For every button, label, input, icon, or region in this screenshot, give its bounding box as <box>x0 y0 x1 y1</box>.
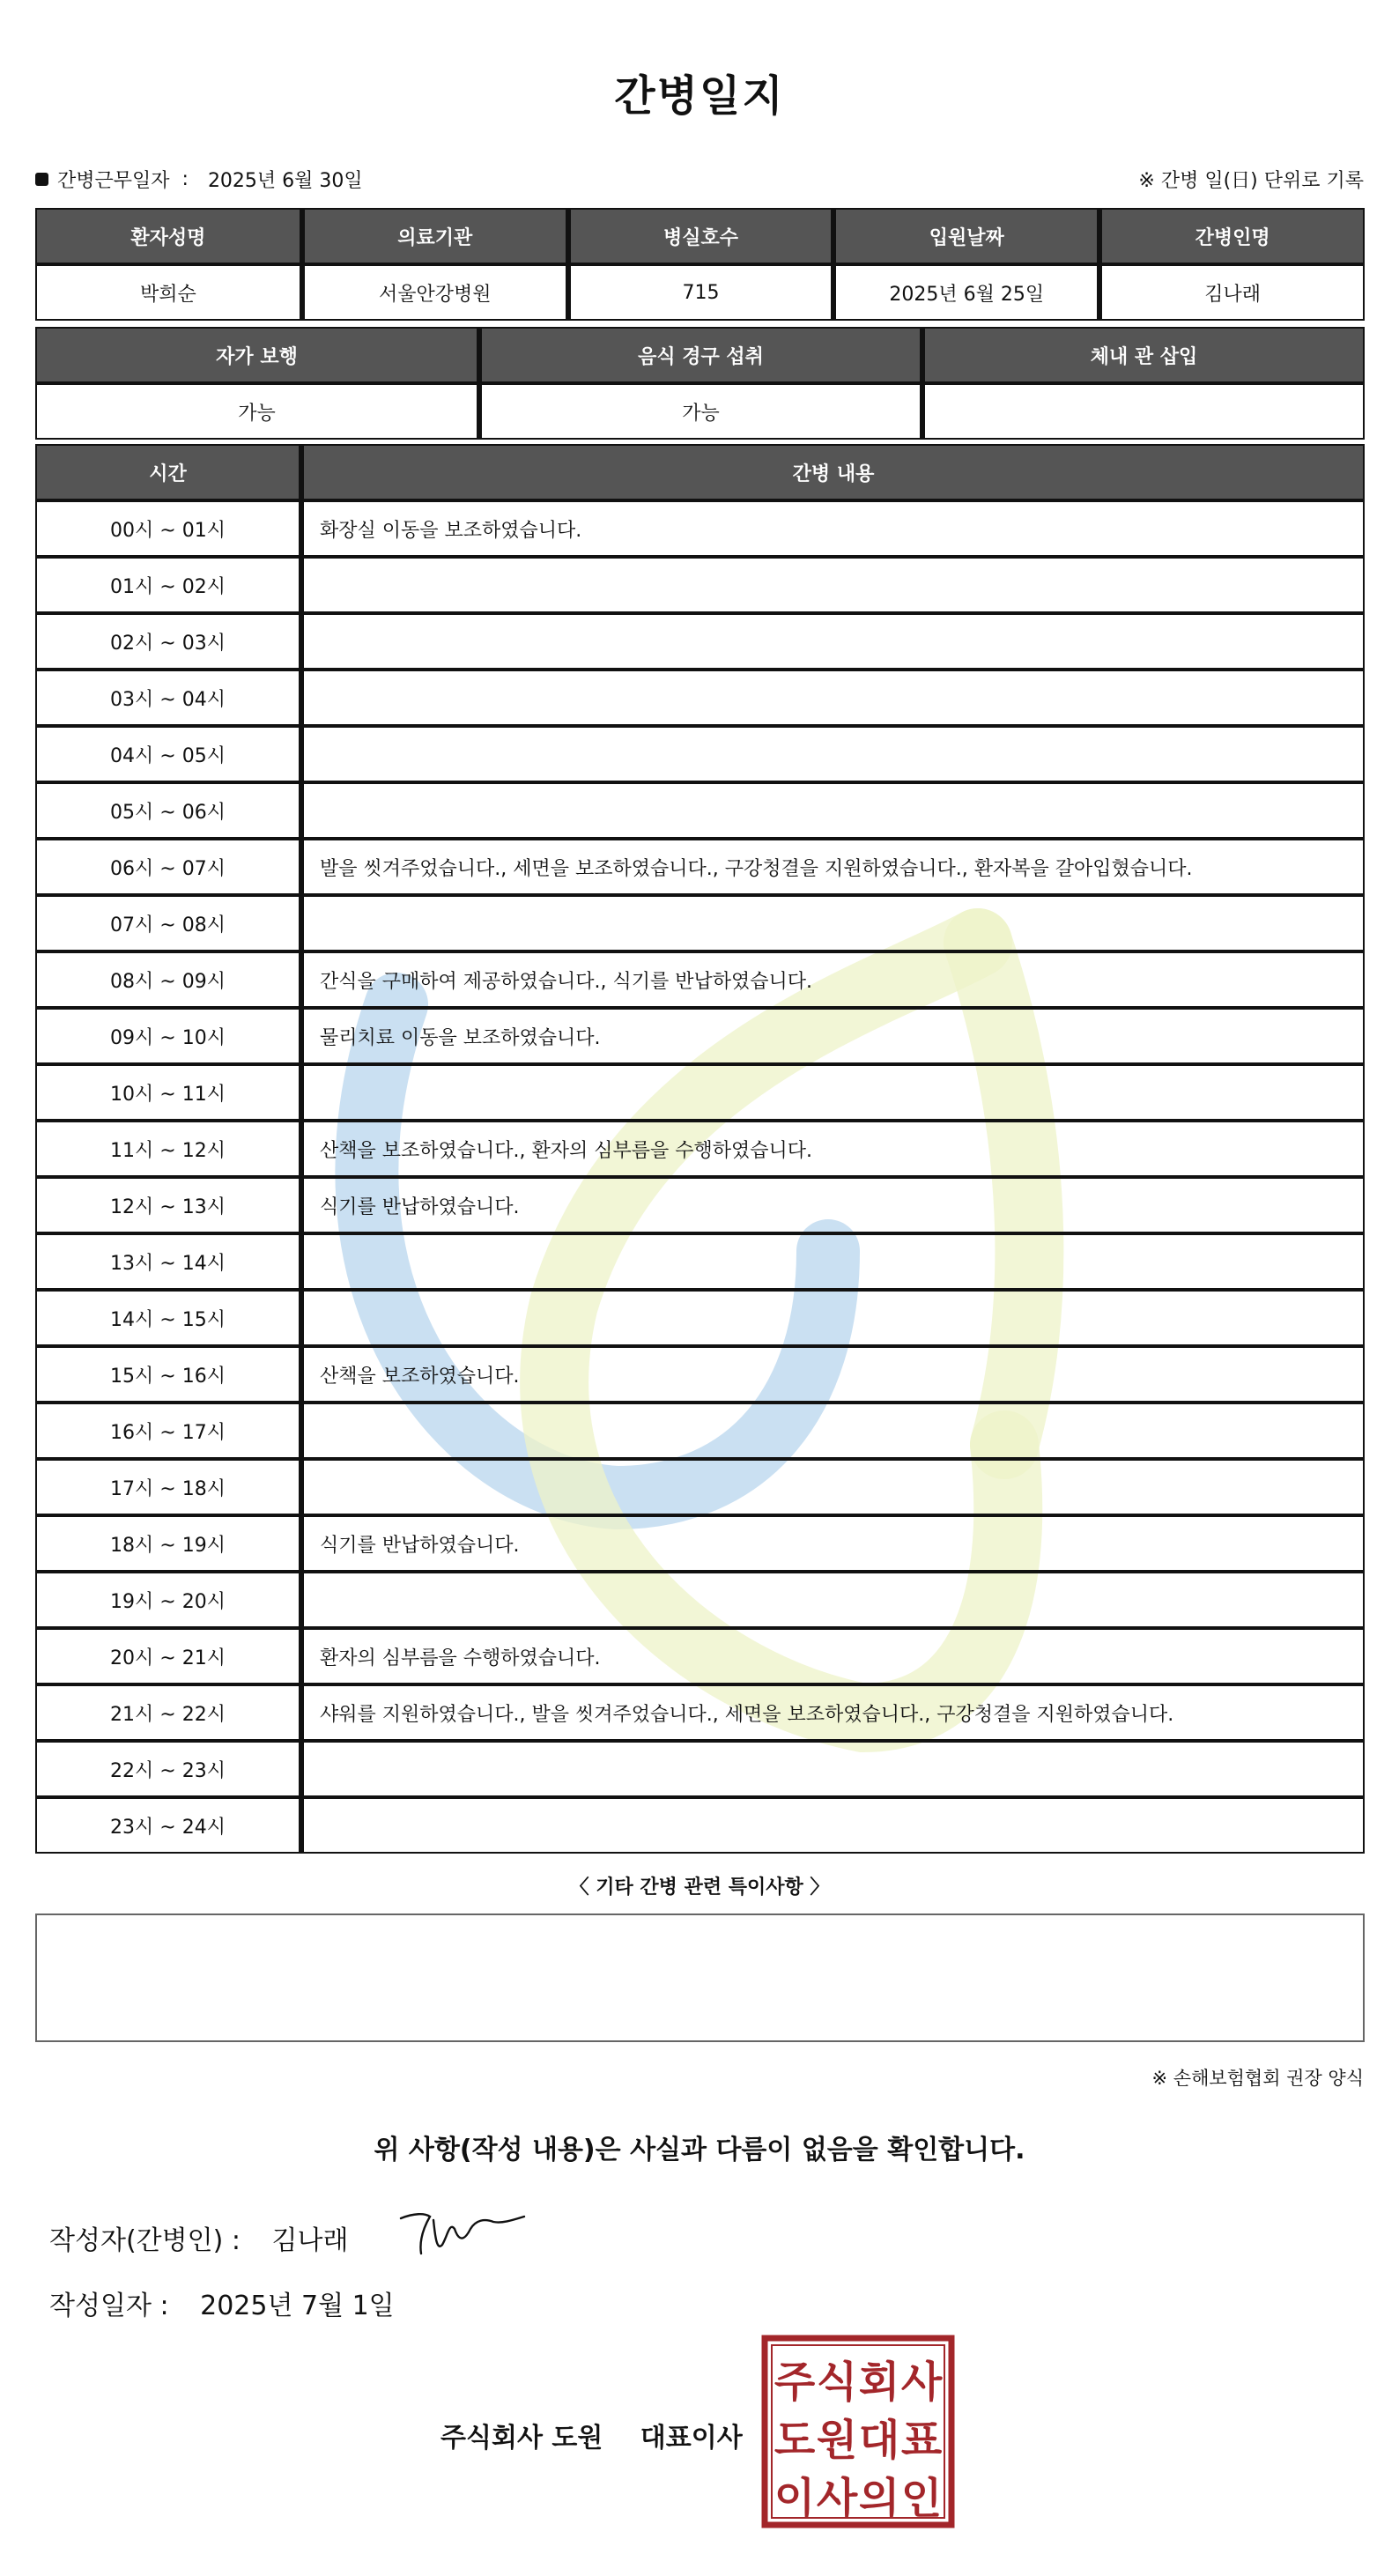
time-slot: 17시 ~ 18시 <box>35 1459 300 1515</box>
recommend-note: ※ 손해보험협회 권장 양식 <box>1151 2068 1364 2089</box>
oral-intake: 가능 <box>478 383 922 440</box>
care-content <box>300 1459 1365 1515</box>
special-notes-box <box>35 1913 1365 2042</box>
time-slot: 00시 ~ 01시 <box>35 500 300 557</box>
seal-character: 주 <box>774 2358 816 2407</box>
writer-name: 김나래 <box>271 2225 349 2256</box>
time-slot: 06시 ~ 07시 <box>35 839 300 895</box>
special-notes-title: 〈 기타 간병 관련 특이사항 〉 <box>569 1876 830 1899</box>
time-slot: 14시 ~ 15시 <box>35 1290 300 1346</box>
time-slot: 03시 ~ 04시 <box>35 670 300 726</box>
seal-character: 식 <box>816 2358 858 2407</box>
time-slot: 15시 ~ 16시 <box>35 1346 300 1403</box>
table-row <box>35 557 1365 613</box>
table-row <box>35 1515 1365 1572</box>
care-content: 물리치료 이동을 보조하였습니다. <box>300 1008 1365 1064</box>
company-name: 주식회사 도원 <box>440 2423 603 2454</box>
table-row <box>35 1572 1365 1628</box>
write-date-line <box>49 2284 395 2322</box>
confirm-statement: 위 사항(작성 내용)은 사실과 다름이 없음을 확인합니다. <box>374 2135 1025 2165</box>
header-time: 시간 <box>35 444 300 500</box>
admission-date: 2025년 6월 25일 <box>833 264 1099 321</box>
unit-note: ※ 간병 일(日) 단위로 기록 <box>1138 170 1364 192</box>
table-row <box>35 1233 1365 1290</box>
time-slot: 18시 ~ 19시 <box>35 1515 300 1572</box>
care-content <box>300 613 1365 670</box>
care-content: 식기를 반납하였습니다. <box>300 1515 1365 1572</box>
care-content <box>300 726 1365 782</box>
care-content <box>300 670 1365 726</box>
care-content <box>300 1572 1365 1628</box>
seal-character: 대 <box>858 2416 900 2465</box>
table-row <box>35 1121 1365 1177</box>
table-row <box>35 1346 1365 1403</box>
table-row <box>35 1797 1365 1854</box>
time-slot: 16시 ~ 17시 <box>35 1403 300 1459</box>
care-content <box>300 557 1365 613</box>
care-content <box>300 1403 1365 1459</box>
seal-character: 사 <box>900 2358 943 2407</box>
header-caregiver-name: 간병인명 <box>1099 208 1365 264</box>
write-date-value: 2025년 7월 1일 <box>200 2291 395 2321</box>
table-row <box>35 1628 1365 1684</box>
seal-character: 이 <box>774 2474 816 2523</box>
header-self-walking: 자가 보행 <box>35 327 478 383</box>
time-slot: 08시 ~ 09시 <box>35 951 300 1008</box>
caregiver-name: 김나래 <box>1099 264 1365 321</box>
time-slot: 22시 ~ 23시 <box>35 1741 300 1797</box>
table-row <box>35 1064 1365 1121</box>
seal-character: 표 <box>900 2416 943 2465</box>
self-walking: 가능 <box>35 383 478 440</box>
table-row <box>35 1459 1365 1515</box>
care-content <box>300 895 1365 951</box>
patient-status-table <box>35 327 1365 440</box>
time-slot: 10시 ~ 11시 <box>35 1064 300 1121</box>
work-date-separator: : <box>181 168 189 190</box>
table-row <box>35 1403 1365 1459</box>
room-number: 715 <box>567 264 833 321</box>
table-row <box>35 1008 1365 1064</box>
time-slot: 04시 ~ 05시 <box>35 726 300 782</box>
care-content <box>300 1290 1365 1346</box>
seal-character: 의 <box>858 2474 900 2523</box>
table-row <box>35 500 1365 557</box>
care-content: 환자의 심부름을 수행하였습니다. <box>300 1628 1365 1684</box>
page-title: 간병일지 <box>614 71 785 121</box>
table-row <box>35 895 1365 951</box>
table-row <box>35 782 1365 839</box>
time-slot: 07시 ~ 08시 <box>35 895 300 951</box>
writer-line <box>49 2218 348 2257</box>
care-content: 샤워를 지원하였습니다., 발을 씻겨주었습니다., 세면을 보조하였습니다., 구강청결을 지원하였습니다. <box>300 1684 1365 1741</box>
header-patient-name: 환자성명 <box>35 208 301 264</box>
seal-character: 도 <box>774 2416 816 2465</box>
table-row <box>35 1741 1365 1797</box>
work-date-value: 2025년 6월 30일 <box>207 170 363 192</box>
seal-character: 사 <box>816 2474 858 2523</box>
table-row <box>35 951 1365 1008</box>
write-date-label: 작성일자 : <box>49 2291 169 2321</box>
seal-character: 회 <box>858 2358 900 2407</box>
header-care-content: 간병 내용 <box>300 444 1365 500</box>
time-slot: 19시 ~ 20시 <box>35 1572 300 1628</box>
header-hospital: 의료기관 <box>301 208 567 264</box>
patient-name: 박희순 <box>35 264 301 321</box>
table-row <box>35 726 1365 782</box>
time-slot: 05시 ~ 06시 <box>35 782 300 839</box>
signature-image <box>396 2202 529 2264</box>
time-slot: 11시 ~ 12시 <box>35 1121 300 1177</box>
tube-insertion <box>922 383 1365 440</box>
seal-character: 인 <box>900 2474 943 2523</box>
care-content: 식기를 반납하였습니다. <box>300 1177 1365 1233</box>
care-content <box>300 782 1365 839</box>
care-content: 간식을 구매하여 제공하였습니다., 식기를 반납하였습니다. <box>300 951 1365 1008</box>
table-row <box>35 1177 1365 1233</box>
care-content: 산책을 보조하였습니다. <box>300 1346 1365 1403</box>
writer-label: 작성자(간병인) : <box>49 2225 241 2256</box>
care-log-table <box>35 444 1365 1854</box>
care-content: 산책을 보조하였습니다., 환자의 심부름을 수행하였습니다. <box>300 1121 1365 1177</box>
time-slot: 23시 ~ 24시 <box>35 1797 300 1854</box>
table-row <box>35 1290 1365 1346</box>
table-row <box>35 1684 1365 1741</box>
care-content <box>300 1797 1365 1854</box>
work-date-label: 간병근무일자 <box>57 170 170 192</box>
header-room-number: 병실호수 <box>567 208 833 264</box>
time-slot: 01시 ~ 02시 <box>35 557 300 613</box>
care-content <box>300 1233 1365 1290</box>
time-slot: 09시 ~ 10시 <box>35 1008 300 1064</box>
header-tube-insertion: 체내 관 삽입 <box>922 327 1365 383</box>
work-date <box>35 166 363 193</box>
care-content: 발을 씻겨주었습니다., 세면을 보조하였습니다., 구강청결을 지원하였습니다., 환자복을 갈아입혔습니다. <box>300 839 1365 895</box>
table-row <box>35 839 1365 895</box>
time-slot: 20시 ~ 21시 <box>35 1628 300 1684</box>
seal-character: 원 <box>816 2416 858 2465</box>
table-row <box>35 670 1365 726</box>
header-admission-date: 입원날짜 <box>833 208 1099 264</box>
table-row <box>35 613 1365 670</box>
care-content <box>300 1064 1365 1121</box>
care-content: 화장실 이동을 보조하였습니다. <box>300 500 1365 557</box>
time-slot: 13시 ~ 14시 <box>35 1233 300 1290</box>
hospital: 서울안강병원 <box>301 264 567 321</box>
time-slot: 21시 ~ 22시 <box>35 1684 300 1741</box>
time-slot: 02시 ~ 03시 <box>35 613 300 670</box>
time-slot: 12시 ~ 13시 <box>35 1177 300 1233</box>
header-oral-intake: 음식 경구 섭취 <box>478 327 922 383</box>
care-content <box>300 1741 1365 1797</box>
company-line <box>440 2416 743 2454</box>
bullet-square-icon <box>35 173 48 186</box>
patient-info-table <box>35 208 1365 321</box>
company-seal-stamp <box>759 2333 957 2530</box>
ceo-title: 대표이사 <box>640 2423 743 2454</box>
